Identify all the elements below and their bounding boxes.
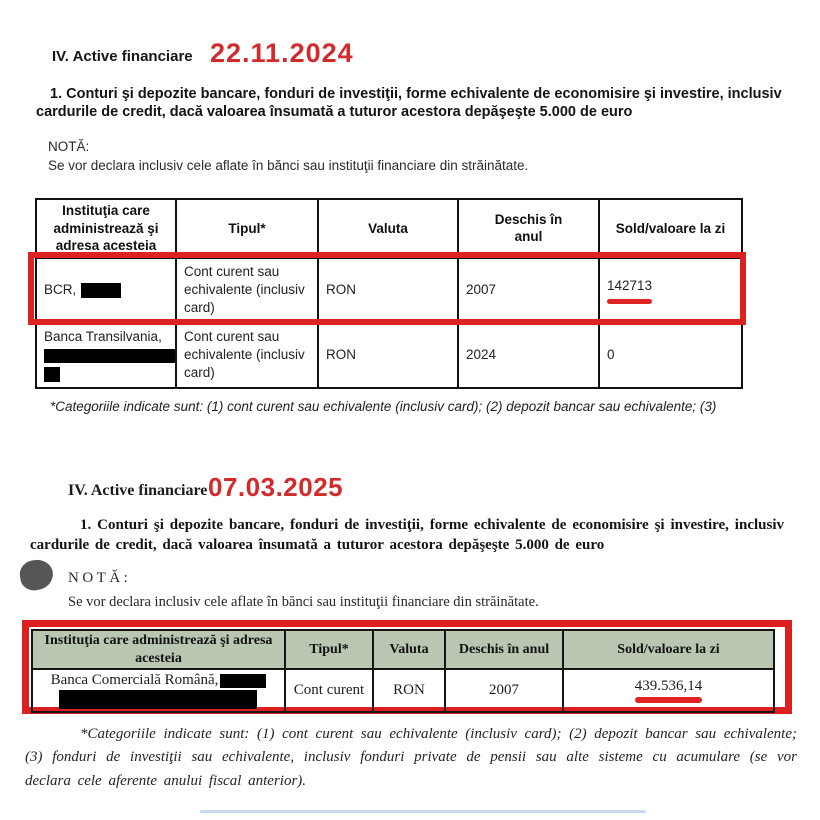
accounts-table-2025 [31,629,775,713]
section1-footnote: *Categoriile indicate sunt: (1) cont curent sau echivalente (inclusiv card); (2) depozit bancar sau echivalente; (3) [50,399,717,414]
cell-account-type: Cont curent [285,669,373,712]
redaction-box [44,349,176,363]
redaction-box [59,690,257,709]
cell-balance [599,258,742,323]
table2-header-value: Sold/valoare la zi [563,630,774,669]
cell-year-opened: 2024 [458,323,599,388]
table2-header-institution: Instituţia care administrează şi adresa acesteia [32,630,285,669]
cell-account-type: Cont curent sau echivalente (inclusiv card) [176,258,318,323]
table1-header-value: Sold/valoare la zi [599,199,742,258]
redaction-box [44,367,60,382]
institution-name: BCR, [44,282,77,298]
table1-header-row [36,199,742,258]
table1-row-banca-transilvania [36,323,742,388]
table1-header-year [458,199,599,258]
table1-header-year-label: Deschis în anul [494,211,563,245]
institution-name: Banca Comercială Română, [50,672,219,688]
section2-title: IV. Active financiare [68,482,208,499]
cell-institution [36,323,176,388]
section1-note-label: NOTĂ: [48,139,90,154]
cell-year-opened: 2007 [445,669,563,712]
table1-header-institution: Instituţia care administrează şi adresa acesteia [36,199,176,258]
table2-header-year: Deschis în anul [445,630,563,669]
cell-institution [36,258,176,323]
accounts-table-2024 [35,198,743,389]
table2-header-type: Tipul* [285,630,373,669]
table2-row-bcr [32,669,774,712]
section2-note-text: Se vor declara inclusiv cele aflate în bănci sau instituţii financiare din străinătate. [68,594,539,610]
table2-header-row [32,630,774,669]
section2-date-stamp: 07.03.2025 [208,472,344,502]
red-highlight-box-table2 [22,620,792,714]
scan-artifact-blue-line [200,810,646,813]
table2-header-currency: Valuta [373,630,445,669]
cell-institution [32,669,285,712]
institution-name: Banca Transilvania, [44,329,162,345]
redaction-box [81,283,121,298]
cell-balance [563,669,774,712]
table1-header-type: Tipul* [176,199,318,258]
highlighted-balance-value: 439.536,14 [635,678,703,703]
section1-title: IV. Active financiare [52,48,193,65]
section1-note-text: Se vor declara inclusiv cele aflate în bănci sau instituţii financiare din străinătate. [48,158,529,173]
cell-currency: RON [373,669,445,712]
redaction-box [220,674,266,688]
cell-account-type: Cont curent sau echivalente (inclusiv card) [176,323,318,388]
highlighted-balance-value: 142713 [607,277,652,304]
cell-currency: RON [318,258,458,323]
section1-paragraph: 1. Conturi şi depozite bancare, fonduri de investiţii, forme echivalente de economisire şi investire, inclusiv cardurile de credit, dacă valoarea însumată a tuturor acestora depăşeşte 5.000 de euro [36,86,782,120]
section2-paragraph: 1. Conturi şi depozite bancare, fonduri de investiţii, forme echivalente de economisire şi investire, inclusiv cardurile de credit, dacă valoarea însumată a tuturor acestora depăşeşte 5.000 de euro [30,517,784,553]
cell-year-opened: 2007 [458,258,599,323]
section1-date-stamp: 22.11.2024 [210,38,354,68]
cell-currency: RON [318,323,458,388]
table1-header-currency: Valuta [318,199,458,258]
table1-row-bcr [36,258,742,323]
section2-note-label: NOTĂ: [68,570,132,586]
scan-artifact-blob [18,558,55,592]
section2-footnote: *Categoriile indicate sunt: (1) cont curent sau echivalente (inclusiv card); (2) depozit bancar sau echivalente; (3) fonduri de investiţii sau echivalente, inclusiv fonduri private de pensii sau alte sisteme cu acumulare (se vor declara cele aferente anului fiscal anterior). [25,726,797,789]
cell-balance: 0 [599,323,742,388]
